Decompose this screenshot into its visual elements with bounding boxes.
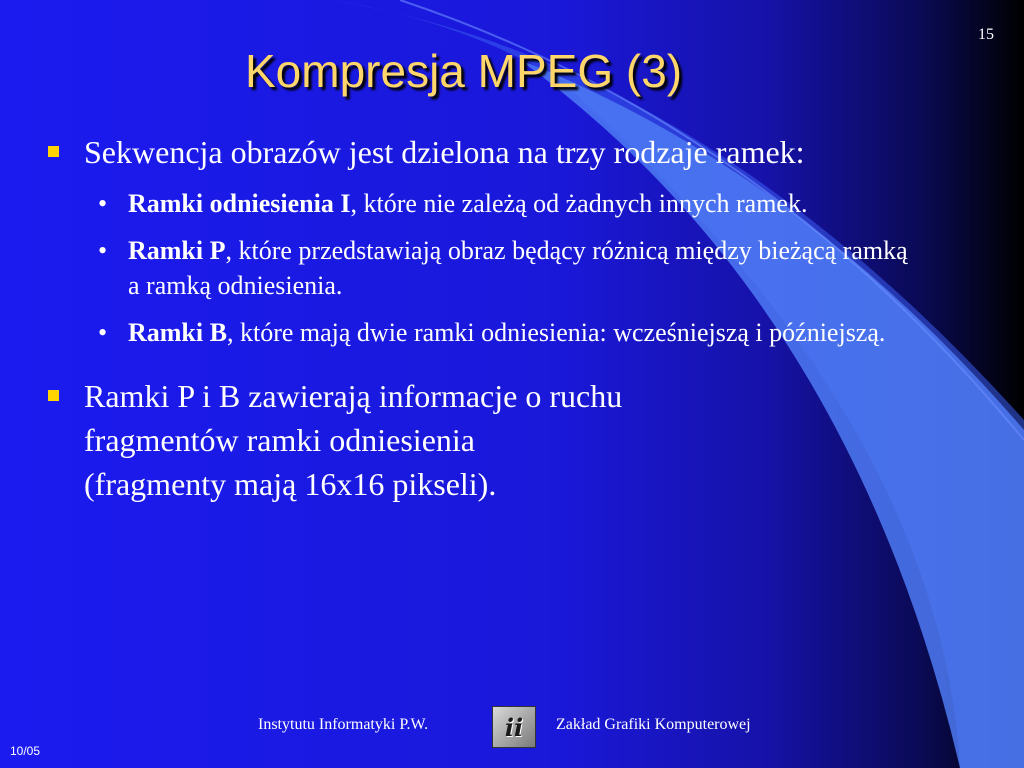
footer-department: Zakład Grafiki Komputerowej [556,716,751,733]
square-bullet-icon [48,146,59,157]
sub-bullet-term: Ramki odniesienia I [128,189,351,218]
sub-bullet-term: Ramki P [128,236,226,265]
dot-bullet-icon: • [98,189,108,218]
sub-bullet-item [92,233,908,303]
dot-bullet-icon: • [98,236,108,265]
footer-institute: Instytutu Informatyki P.W. [258,716,429,733]
sub-bullet-text: , które mają dwie ramki odniesienia: wcześniejszą i późniejszą. [226,318,886,347]
sub-bullet-item [92,315,908,350]
sub-bullet-text: , które przedstawiają obraz będący różnicą między bieżącą ramką a ramką odniesienia. [128,236,908,300]
sub-bullet-text: , które nie zależą od żadnych innych ramek. [350,189,808,218]
sub-bullet-item [92,186,908,221]
slide-date: 10/05 [10,744,41,758]
dot-bullet-icon: • [98,318,108,347]
bullet-line: (fragmenty mają 16x16 pikseli). [84,466,497,502]
bullet-item [48,130,948,174]
logo-text: ii [504,712,524,742]
bullet-line: fragmentów ramki odniesienia [84,422,475,458]
slide-title: Kompresja MPEG (3) [245,45,683,97]
bullet-item [48,374,948,506]
bullet-line: Ramki P i B zawierają informacje o ruchu [84,378,623,414]
slide-content [48,130,948,506]
slide-number: 15 [978,26,994,43]
bullet-text: Sekwencja obrazów jest dzielona na trzy rodzaje ramek: [84,134,805,170]
sub-bullet-term: Ramki B [128,318,227,347]
institute-logo-icon [492,706,536,748]
square-bullet-icon [48,390,59,401]
